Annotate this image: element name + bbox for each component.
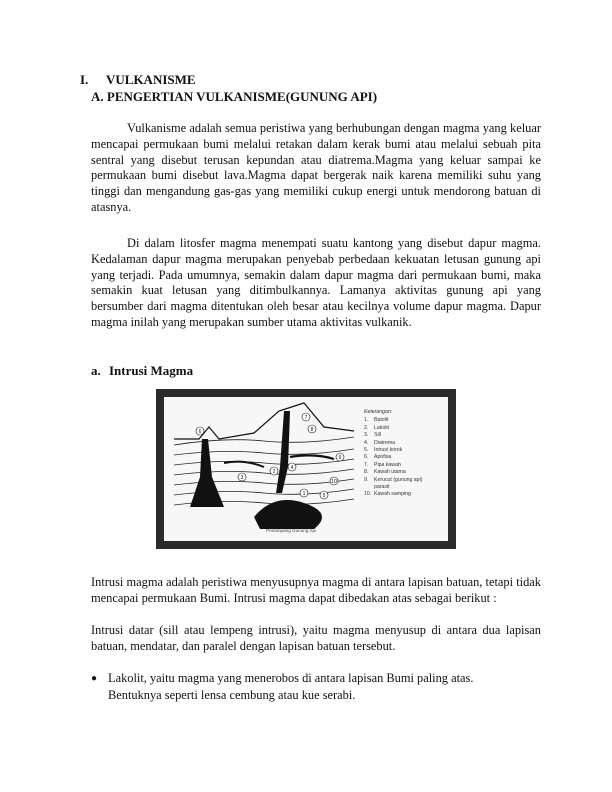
legend-item: 4. Diatrema [364, 439, 396, 446]
marker-label: 8 [310, 427, 314, 433]
subsection-title: Intrusi Magma [109, 363, 194, 378]
marker-label: 2 [272, 469, 276, 475]
figure-caption: Penampang Gunung Api [266, 528, 317, 533]
paragraph-intrusi-magma: Intrusi magma adalah peristiwa menyusupnya magma di antara lapisan batuan, tetapi tidak mencapai permukaan Bumi. Intrusi magma dapat dibedakan atas sebagai berikut : [91, 575, 541, 605]
main-pipe [276, 411, 290, 493]
paragraph-intrusi-datar: Intrusi datar (sill atau lempeng intrusi), yaitu magma menyusup di antara dua lapisan batuan, mendatar, dan paralel dengan lapisan batuan tersebut. [91, 623, 541, 653]
chapter-number: I. [80, 72, 89, 87]
subsection-heading [91, 363, 193, 379]
figure-legend [364, 409, 422, 499]
legend-item: 9. Kerucut (gunung api) [364, 476, 423, 483]
marker-label: 5 [322, 493, 326, 499]
sill [290, 455, 334, 459]
legend-item: 7. Pipa kawah [364, 461, 401, 468]
magma-chamber [254, 500, 322, 529]
list-item-lakolit [91, 670, 541, 704]
legend-item: 3. Sill [364, 432, 381, 439]
legend-item: 5. Intrusi korok [364, 447, 403, 454]
marker-label: 3 [240, 475, 244, 481]
section-heading: A. PENGERTIAN VULKANISME(GUNUNG API) [91, 89, 378, 104]
volcano-cross-section-figure [156, 389, 456, 549]
marker-label: 6 [198, 429, 202, 435]
legend-item: 2. Lakolit [364, 424, 389, 431]
legend-item: 6. Apofisa [364, 454, 392, 461]
paragraph-vulkanisme: Vulkanisme adalah semua peristiwa yang berhubungan dengan magma yang keluar mencapai permukaan bumi melalui retakan dalam kerak bumi atau melalui sebuah pita sentral yang disebut terusan kepundan atau diatrema.Magma yang keluar sampai ke permukaan bumi disebut lava.Magma dapat bergerak naik karena memiliki suhu yang tinggi dan mengandung gas-gas yang memiliki cukup energi untuk mendorong batuan di atasnya. [91, 121, 541, 214]
list-item-line: Lakolit, yaitu magma yang menerobos di antara lapisan Bumi paling atas. [108, 671, 474, 685]
marker-label: 4 [290, 465, 294, 471]
chapter-heading [80, 72, 196, 88]
legend-title: Keterangan: [364, 409, 393, 415]
marker-label: 10 [331, 479, 337, 485]
paragraph-dapur-magma: Di dalam litosfer magma menempati suatu kantong yang disebut dapur magma. Kedalaman dapur magma merupakan penyebab perbedaan kekuatan letusan gunung api yang terjadi. Pada umumnya, semakin dalam dapur magma dari permukaan bumi, maka semakin kuat letusan yang ditimbulkannya. Lamanya aktivitas gunung api yang bersumber dari magma ditentukan oleh besar atau kecilnya volume dapur magma. Dapur magma inilah yang merupakan sumber utama aktivitas vulkanik. [91, 236, 541, 329]
bullet-icon: ● [91, 673, 98, 684]
legend-item: 1. Batolit [364, 417, 389, 424]
subsection-number: a. [91, 363, 101, 378]
figure-canvas [164, 397, 448, 541]
list-item-text [108, 670, 541, 704]
marker-label: 1 [302, 491, 306, 497]
legend-item: parasit [374, 484, 390, 491]
marker-label: 9 [338, 455, 342, 461]
legend-item: 10. Kawah samping [364, 491, 411, 498]
chapter-title: VULKANISME [106, 72, 196, 87]
legend-item: 8. Kawah utama [364, 469, 406, 476]
marker-label: 7 [304, 415, 308, 421]
list-item-line: Bentuknya seperti lensa cembung atau kue serabi. [108, 688, 356, 702]
